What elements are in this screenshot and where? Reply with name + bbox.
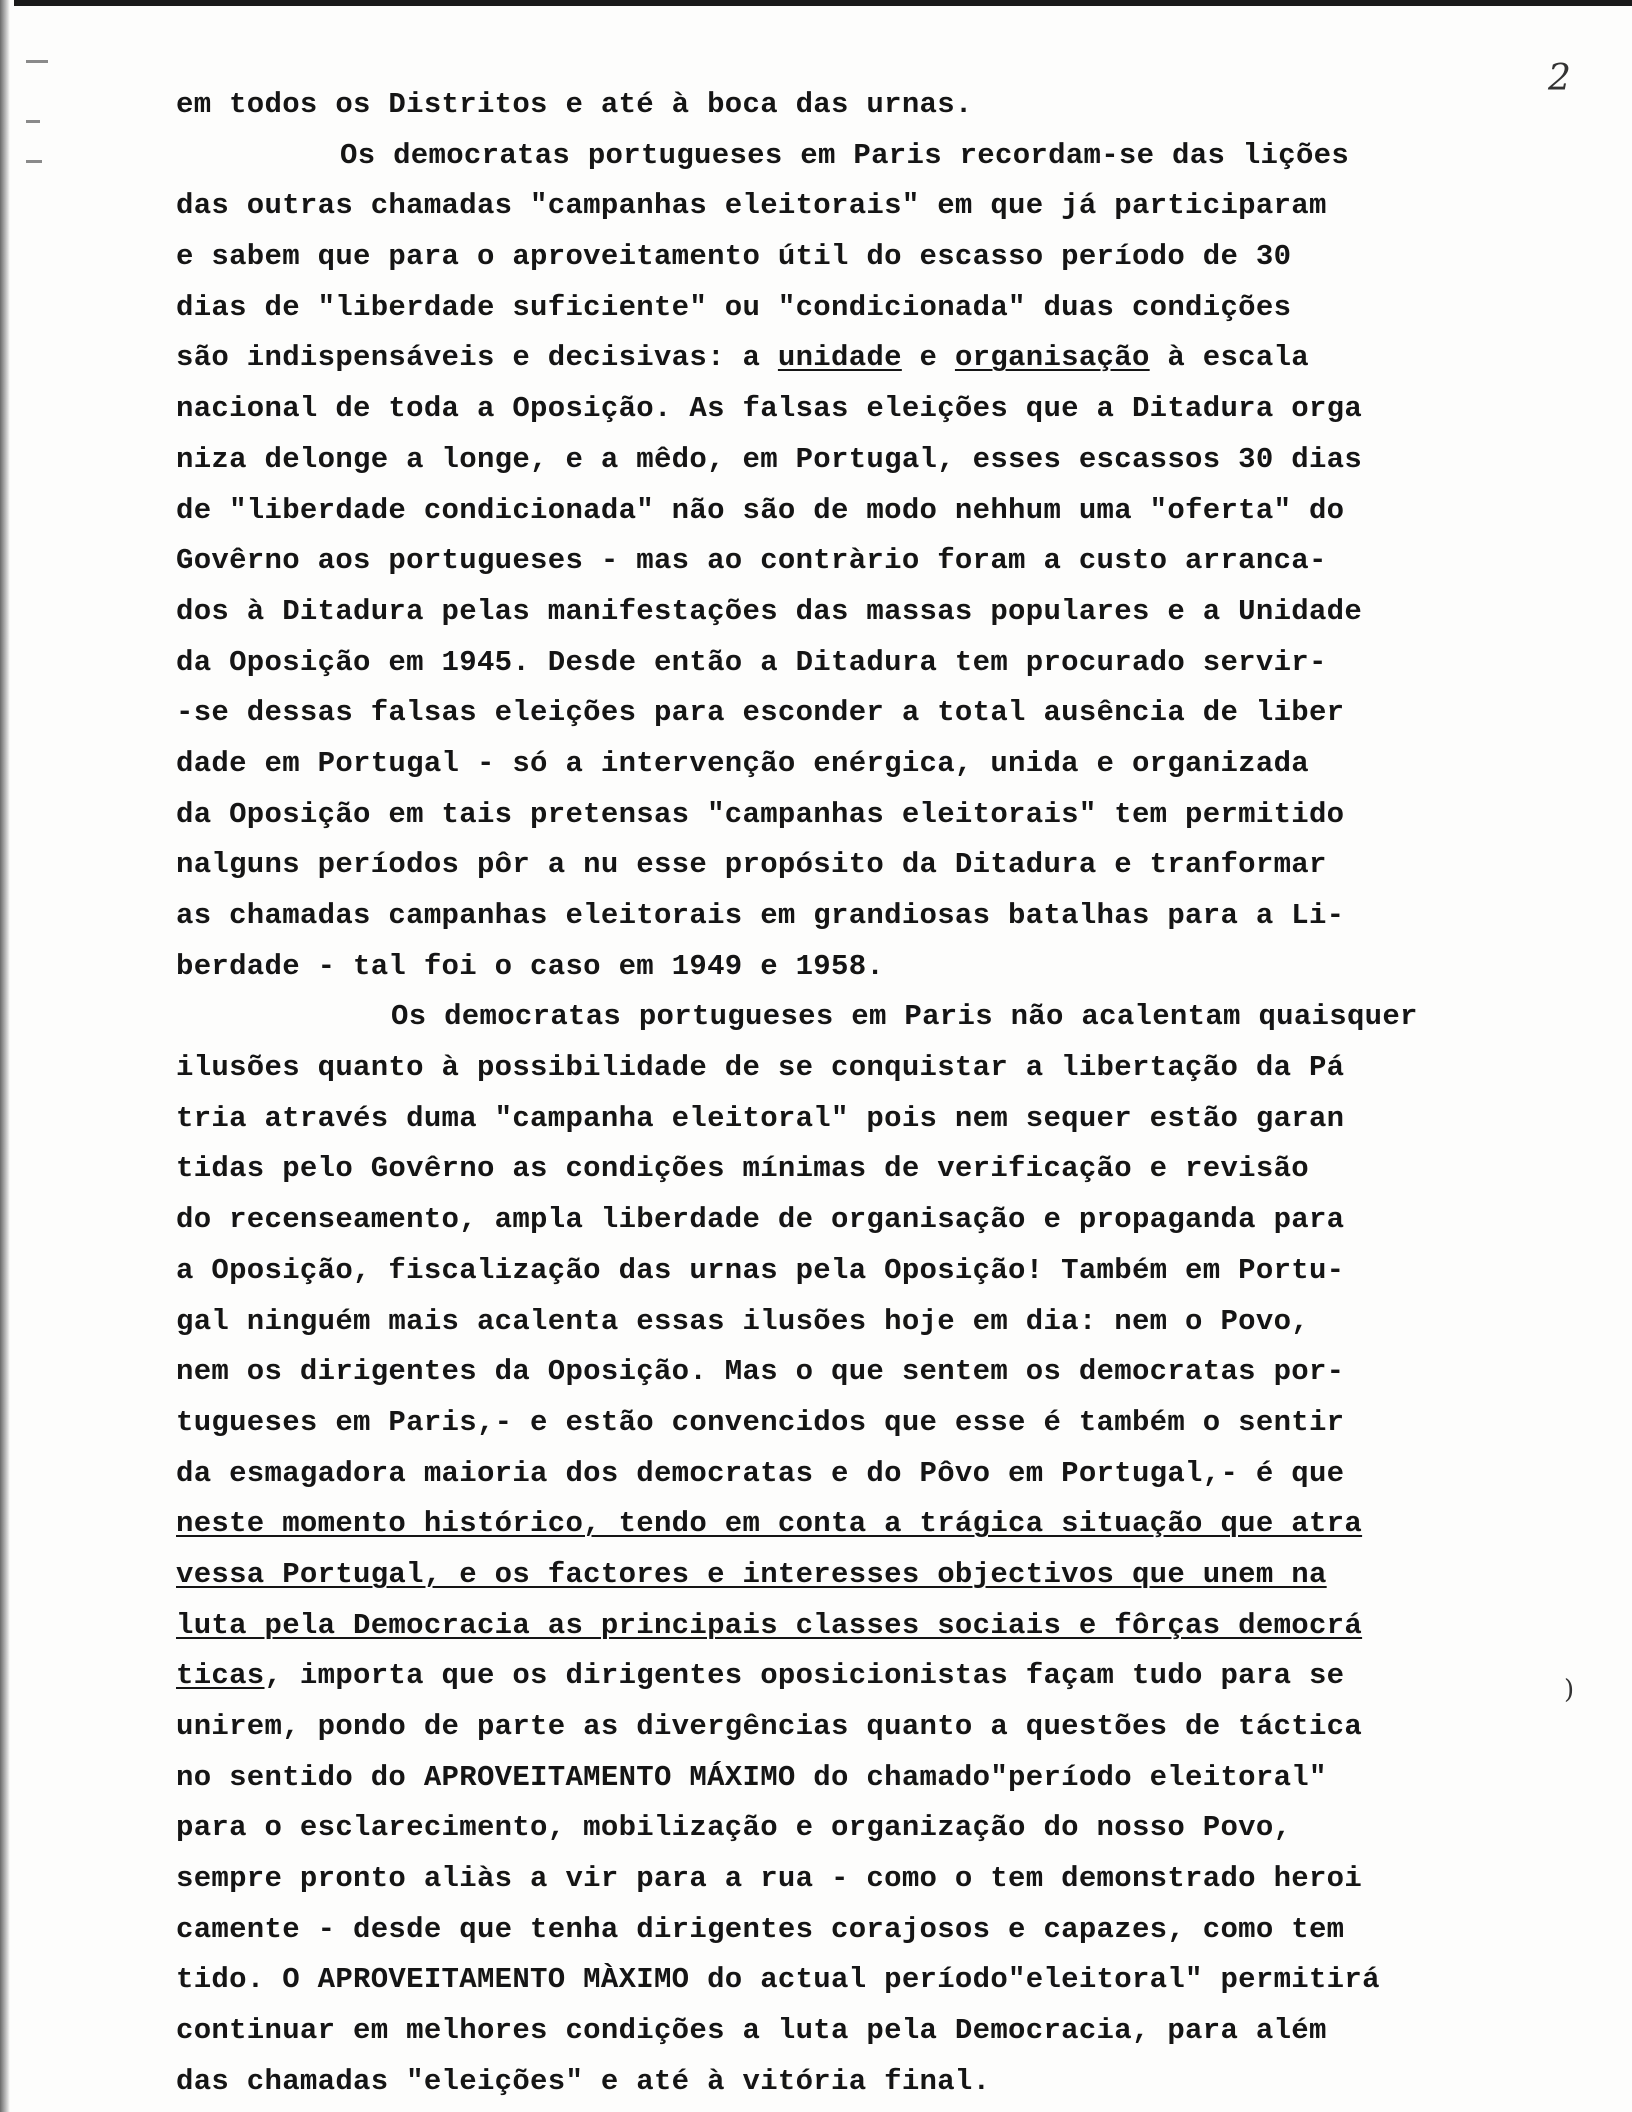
text-line: a Oposição, fiscalização das urnas pela Oposição! Também em Portu- xyxy=(176,1253,1345,1287)
text-line: as chamadas campanhas eleitorais em grandiosas batalhas para a Li- xyxy=(176,899,1345,932)
text-line: dias de "liberdade suficiente" ou "condicionada" duas condições xyxy=(176,290,1292,324)
underlined-word: organisação xyxy=(954,341,1150,375)
text-line xyxy=(176,1499,1596,1550)
text-line: nacional de toda a Oposição. As falsas eleições que a Ditadura orga xyxy=(176,392,1363,426)
text-line: tidas pelo Govêrno as condições mínimas de verificação e revisão xyxy=(176,1152,1309,1186)
text-line: das outras chamadas "campanhas eleitorais" em que já participaram xyxy=(176,189,1327,223)
text-line: nem os dirigentes da Oposição. Mas o que sentem os democratas por- xyxy=(176,1355,1345,1389)
text-line: da esmagadora maioria dos democratas e do Pôvo em Portugal,- é que xyxy=(176,1456,1345,1490)
text-line xyxy=(176,1550,1596,1601)
text-line: berdade - tal foi o caso em 1949 e 1958. xyxy=(176,949,885,983)
text-line: para o esclarecimento, mobilização e organização do nosso Povo, xyxy=(176,1811,1292,1845)
text-line: Os democratas portugueses em Paris recordam-se das lições xyxy=(340,138,1350,172)
underlined-text: neste momento histórico, tendo em conta a trágica situação que atra xyxy=(176,1507,1363,1541)
page-number: 2 xyxy=(1548,58,1571,99)
text-line: das chamadas "eleições" e até à vitória final. xyxy=(176,2064,991,2098)
text-line: unirem, pondo de parte as divergências quanto a questões de táctica xyxy=(176,1710,1363,1743)
text-line: -se dessas falsas eleições para esconder a total ausência de liber xyxy=(176,696,1345,730)
text-line: ilusões quanto à possibilidade de se conquistar a libertação da Pá xyxy=(176,1051,1345,1085)
text-line: em todos os Distritos e até à boca das urnas. xyxy=(176,88,973,121)
text-line: de "liberdade condicionada" não são de modo nehhum uma "oferta" do xyxy=(176,493,1345,527)
text-line: tugueses em Paris,- e estão convencidos que esse é também o sentir xyxy=(176,1405,1345,1439)
text-line: Govêrno aos portugueses - mas ao contràrio foram a custo arranca- xyxy=(176,544,1327,578)
underlined-word: unidade xyxy=(777,341,902,375)
text-line: são indispensáveis e decisivas: a unidade e organisação à escala xyxy=(176,341,1309,375)
text-line: no sentido do APROVEITAMENTO MÁXIMO do chamado"período eleitoral" xyxy=(176,1760,1327,1794)
text-line: da Oposição em 1945. Desde então a Ditadura tem procurado servir- xyxy=(176,645,1327,679)
text-line xyxy=(176,1601,1596,1652)
scan-margin-mark xyxy=(26,60,48,63)
text-line: camente - desde que tenha dirigentes corajosos e capazes, como tem xyxy=(176,1912,1345,1946)
scan-margin-mark xyxy=(26,160,42,163)
text-line: dade em Portugal - só a intervenção enérgica, unida e organizada xyxy=(176,746,1309,780)
scan-margin-mark xyxy=(26,120,40,123)
text-line: da Oposição em tais pretensas "campanhas eleitorais" tem permitido xyxy=(176,797,1345,831)
underlined-word: ticas xyxy=(176,1659,265,1693)
underlined-text: luta pela Democracia as principais classes sociais e fôrças democrá xyxy=(176,1608,1363,1642)
text-line: ticas, importa que os dirigentes oposicionistas façam tudo para se xyxy=(176,1659,1345,1693)
scan-left-edge xyxy=(0,0,10,2112)
underlined-text: vessa Portugal, e os factores e interesses objectivos que unem na xyxy=(176,1557,1327,1591)
text-line: do recenseamento, ampla liberdade de organisação e propaganda para xyxy=(176,1203,1345,1237)
text-line: continuar em melhores condições a luta pela Democracia, para além xyxy=(176,2014,1327,2048)
margin-parenthesis: ) xyxy=(1564,1675,1575,1705)
text-line: dos à Ditadura pelas manifestações das massas populares e a Unidade xyxy=(176,594,1363,628)
scan-top-edge xyxy=(14,0,1632,6)
text-line: tria através duma "campanha eleitoral" pois nem sequer estão garan xyxy=(176,1101,1345,1135)
text-line: nalguns períodos pôr a nu esse propósito da Ditadura e tranformar xyxy=(176,848,1327,882)
text-line: sempre pronto aliàs a vir para a rua - como o tem demonstrado heroi xyxy=(176,1862,1363,1896)
text-line: tido. O APROVEITAMENTO MÀXIMO do actual período"eleitoral" permitirá xyxy=(176,1963,1380,1997)
document-body xyxy=(176,80,1596,2108)
text-line: gal ninguém mais acalenta essas ilusões hoje em dia: nem o Povo, xyxy=(176,1304,1309,1338)
text-line: Os democratas portugueses em Paris não acalentam quaisquer xyxy=(391,1000,1418,1034)
text-line: niza delonge a longe, e a mêdo, em Portugal, esses escassos 30 dias xyxy=(176,442,1363,476)
text-line: e sabem que para o aproveitamento útil do escasso período de 30 xyxy=(176,240,1292,274)
